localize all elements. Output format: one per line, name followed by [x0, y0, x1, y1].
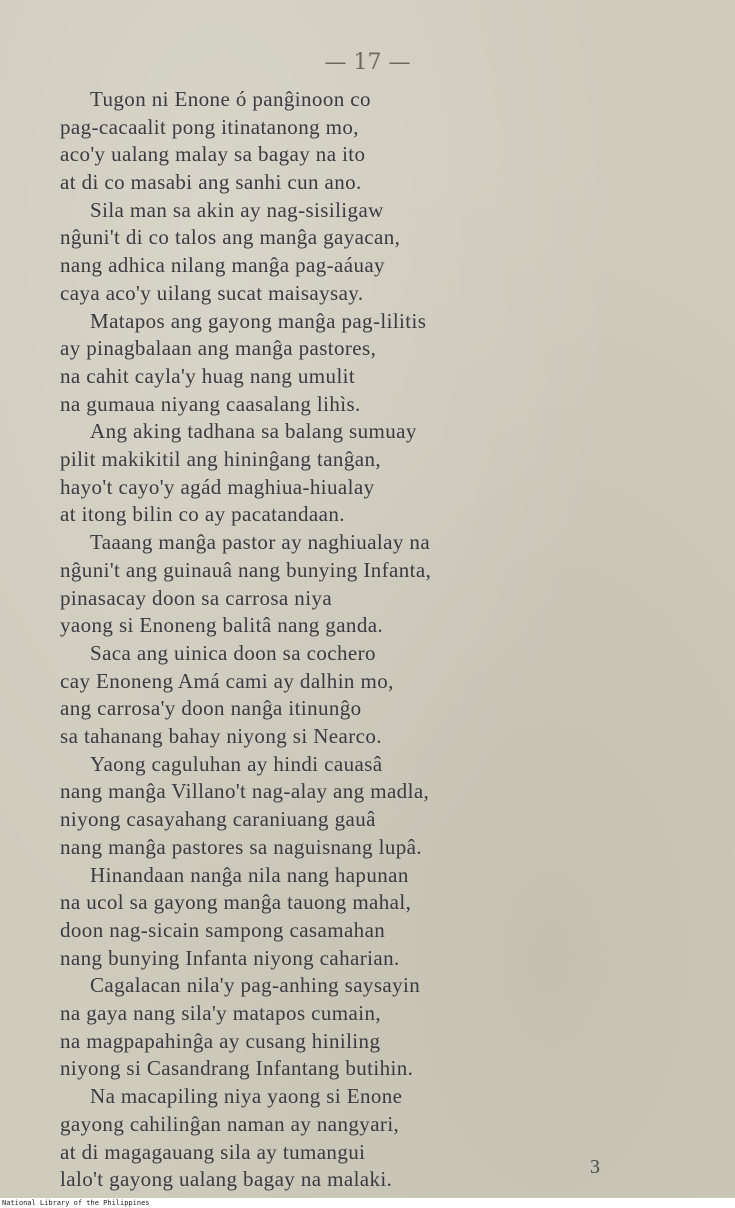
stanza — [60, 197, 680, 308]
verse-line: gayong cahilinĝan naman ay nangyari, — [60, 1111, 400, 1136]
stanza — [60, 1083, 680, 1194]
verse-line: ang carrosa'y doon nanĝa itinunĝo — [60, 696, 362, 721]
verse-line: cay Enoneng Amá cami ay dalhin mo, — [60, 668, 394, 693]
verse-line: at itong bilin co ay pacatandaan. — [60, 502, 345, 527]
verse-line: yaong si Enoneng balitâ nang ganda. — [60, 613, 384, 638]
verse-line: Tugon ni Enone ó panĝinoon co — [90, 87, 371, 111]
verse-line: ay pinagbalaan ang manĝa pastores, — [60, 336, 377, 361]
stanza — [60, 751, 680, 862]
verse-line: nang bunying Infanta niyong caharian. — [60, 945, 400, 970]
stanza — [60, 529, 680, 640]
verse-line: Hinandaan nanĝa nila nang hapunan — [90, 862, 409, 887]
verse-line: Matapos ang gayong manĝa pag-lilitis — [90, 308, 427, 333]
verse-line: aco'y ualang malay sa bagay na ito — [60, 142, 366, 167]
verse-line: lalo't gayong ualang bagay na malaki. — [60, 1167, 393, 1192]
verse-line: na ucol sa gayong manĝa tauong mahal, — [60, 890, 412, 915]
verse-line: nang adhica nilang manĝa pag-aáuay — [60, 253, 385, 278]
verse-line: nĝuni't ang guinauâ nang bunying Infanta, — [60, 557, 432, 582]
verse-line: hayo't cayo'y agád maghiua-hiualay — [60, 474, 375, 499]
verse-line: niyong si Casandrang Infantang butihin. — [60, 1056, 414, 1081]
verse-line: pilit makikitil ang hininĝang tanĝan, — [60, 447, 382, 472]
stanza — [60, 418, 680, 529]
verse-line: Yaong caguluhan ay hindi cauasâ — [90, 751, 383, 776]
stanza — [60, 308, 680, 419]
verse-line: nang manĝa Villano't nag-alay ang madla, — [60, 779, 430, 804]
verse-line: Taaang manĝa pastor ay naghiualay na — [90, 530, 431, 555]
verse-line: Cagalacan nila'y pag-anhing saysayin — [90, 973, 421, 998]
verse-line: at di co masabi ang sanhi cun ano. — [60, 170, 362, 195]
verse-line: pag-cacaalit pong itinatanong mo, — [60, 114, 359, 139]
verse-line: na gaya nang sila'y matapos cumain, — [60, 1001, 382, 1026]
verse-line: nang manĝa pastores sa naguisnang lupâ. — [60, 834, 423, 859]
stanza — [60, 972, 680, 1083]
verse-line: na magpapahinĝa ay cusang hiniling — [60, 1028, 381, 1053]
verse-line: doon nag-sicain sampong casamahan — [60, 917, 386, 942]
verse-line: Saca ang uinica doon sa cochero — [90, 641, 376, 665]
verse-line: Sila man sa akin ay nag-sisiligaw — [90, 197, 384, 222]
verse-line: caya aco'y uilang sucat maisaysay. — [60, 280, 364, 305]
verse-line: Ang aking tadhana sa balang sumuay — [90, 419, 417, 444]
signature-mark: 3 — [590, 1156, 600, 1178]
verse-line: pinasacay doon sa carrosa niya — [60, 585, 333, 610]
page-number: — 17 — — [324, 50, 411, 75]
verse-line: sa tahanang bahay niyong si Nearco. — [60, 724, 382, 749]
verse-line: na cahit cayla'y huag nang umulit — [60, 363, 356, 388]
stanza — [60, 640, 680, 751]
verse-line: Na macapiling niya yaong si Enone — [90, 1084, 403, 1109]
verse-line: niyong casayahang caraniuang gauâ — [60, 807, 376, 832]
verse-line: nĝuni't di co talos ang manĝa gayacan, — [60, 225, 401, 250]
stanza — [60, 862, 680, 973]
library-footer: National Library of the Philippines — [2, 1199, 150, 1207]
verse-line: at di magagauang sila ay tumangui — [60, 1139, 366, 1164]
stanza — [60, 86, 680, 197]
verse-line: na gumaua niyang caasalang lihìs. — [60, 391, 361, 416]
